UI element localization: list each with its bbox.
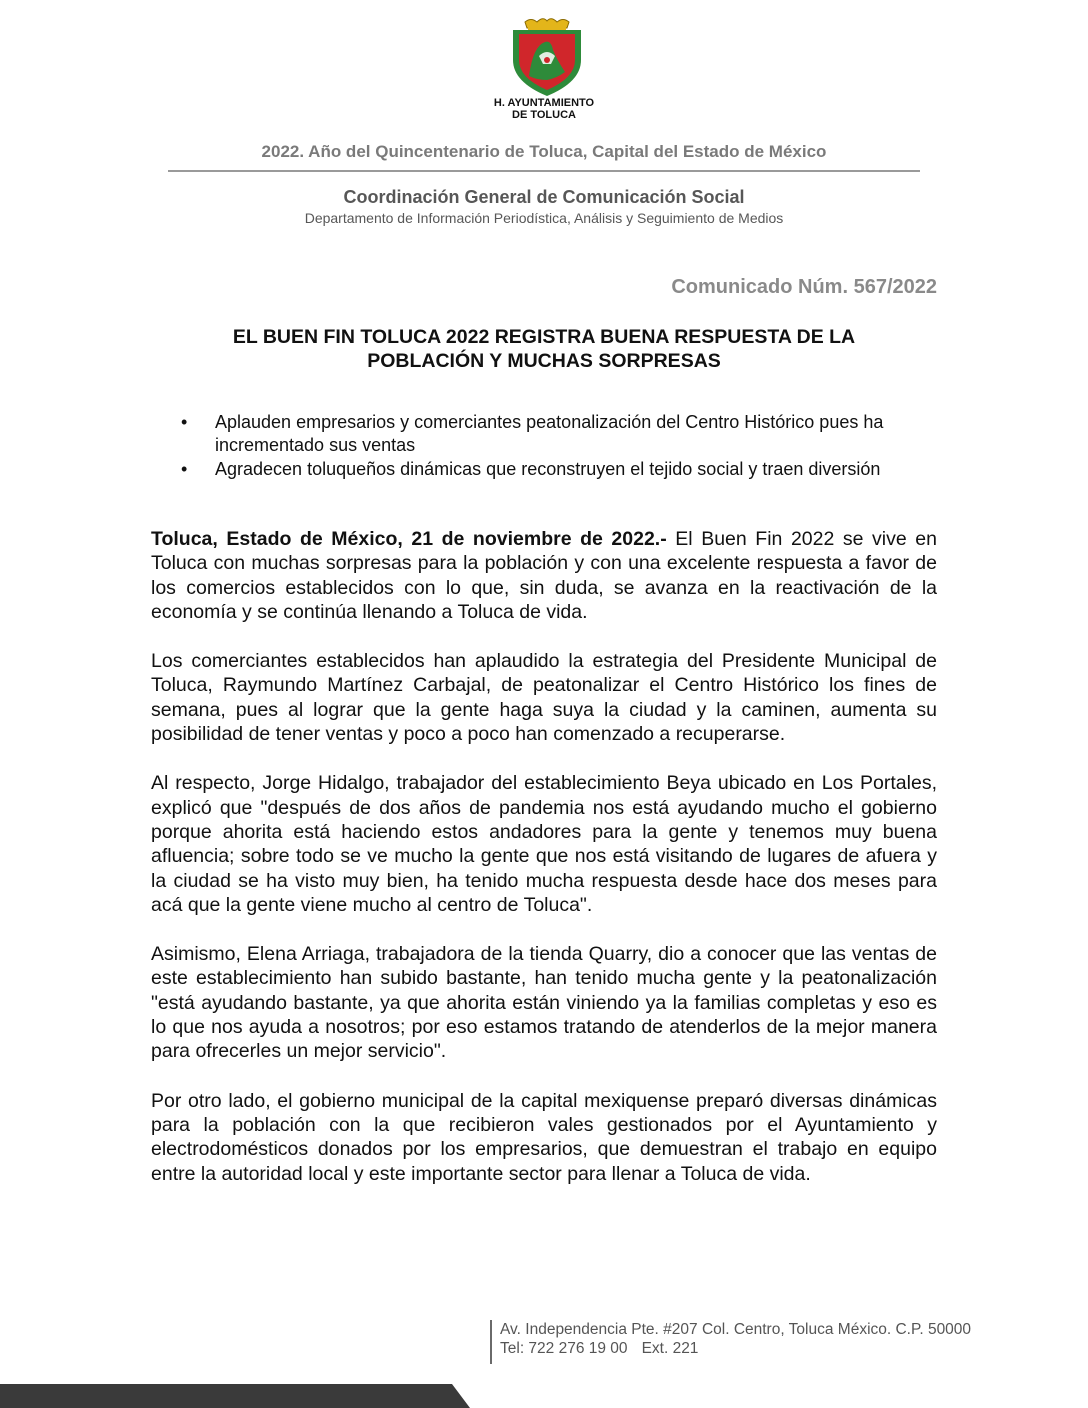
body-paragraph: Por otro lado, el gobierno municipal de la capital mexiquense preparó diversas dinámicas para la población con la que recibieron vales gestionados por el Ayuntamiento y electrodomésticos donados por los empresarios, que demuestran el trabajo en equipo entre la autoridad local y este importante sector para llenar a Toluca de vida. — [151, 1089, 937, 1185]
body-paragraph: Los comerciantes establecidos han aplaudido la estrategia del Presidente Municipal de Toluca, Raymundo Martínez Carbajal, de peatonalizar el Centro Histórico los fines de semana, pues al lograr que la gente haga suya la ciudad y la caminen, aumenta su posibilidad de tener ventas y poco a poco han comenzado a recuperarse. — [151, 650, 937, 746]
footer-address: Av. Independencia Pte. #207 Col. Centro, Toluca México. C.P. 50000 — [500, 1321, 972, 1338]
bullet-icon: • — [181, 459, 188, 479]
highlight-item — [151, 411, 937, 457]
year-motto: 2022. Año del Quincentenario de Toluca, Capital del Estado de México — [261, 142, 827, 161]
footer-extension: Ext. 221 — [641, 1340, 699, 1357]
footer-contact — [500, 1340, 698, 1358]
article-body — [151, 527, 937, 1211]
footer-divider — [490, 1320, 492, 1364]
department-subtitle: Departamento de Información Periodística, Análisis y Seguimiento de Medios — [304, 210, 784, 226]
highlight-item — [151, 458, 937, 481]
bullet-icon: • — [181, 412, 188, 432]
headline-line2: POBLACIÓN Y MUCHAS SORPRESAS — [367, 350, 721, 372]
coordination-title: Coordinación General de Comunicación Social — [343, 187, 745, 207]
highlight-text: Aplauden empresarios y comerciantes peatonalización del Centro Histórico pues ha incrementado sus ventas — [215, 412, 884, 455]
body-paragraph: Asimismo, Elena Arriaga, trabajadora de la tienda Quarry, dio a conocer que las ventas de este establecimiento han subido bastante, han tenido mucha gente y la peatonalización "está ayudando bastante, ya que ahorita están viniendo ya la familias completas y eso es lo que nos ayuda a nosotros; por eso estamos tratando de atenderlos de la mejor manera para ofrecerles un mejor servicio". — [151, 943, 937, 1063]
organization-caption-line2: DE TOLUCA — [512, 109, 576, 121]
release-number: Comunicado Núm. 567/2022 — [671, 276, 937, 298]
footer-phone: Tel: 722 276 19 00 — [500, 1340, 628, 1357]
highlight-text: Agradecen toluqueños dinámicas que reconstruyen el tejido social y traen diversión — [215, 459, 881, 479]
headline-line1: EL BUEN FIN TOLUCA 2022 REGISTRA BUENA RESPUESTA DE LA — [232, 326, 856, 348]
body-paragraph — [151, 527, 937, 624]
headline — [151, 325, 937, 373]
footer-stripe — [0, 1384, 470, 1408]
organization-caption-line1: H. AYUNTAMIENTO — [493, 97, 595, 109]
paragraph-text: El Buen Fin 2022 se vive en Toluca con muchas sorpresas para la población y con una excelente respuesta a favor de los comercios establecidos con lo que, sin duda, se avanza en la reactivación de la economía y se continúa llenando a Toluca de vida. — [151, 528, 937, 623]
body-paragraph: Al respecto, Jorge Hidalgo, trabajador del establecimiento Beya ubicado en Los Portales, explicó que "después de dos años de pandemia nos está ayudando mucho el gobierno porque ahorita está haciendo estos andadores para la gente y tenemos muy buena afluencia; sobre todo se ve mucho la gente que nos está visitando de lugares de afuera y la ciudad se ha visto muy bien, ha tenido mucha respuesta desde hace dos meses para acá que la gente viene mucho al centro de Toluca". — [151, 772, 937, 916]
organization-caption — [460, 97, 628, 121]
highlights-list — [151, 411, 937, 482]
dateline: Toluca, Estado de México, 21 de noviembre de 2022.- — [151, 528, 667, 550]
header-divider — [168, 170, 920, 172]
